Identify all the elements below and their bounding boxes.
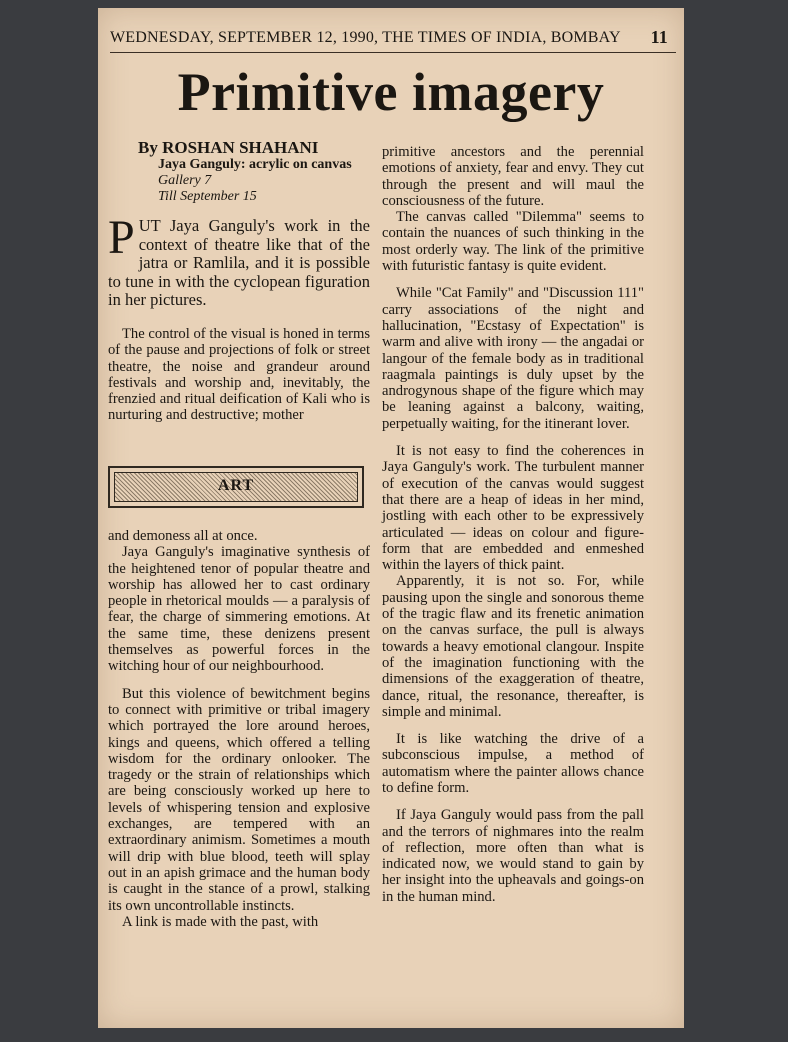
dates: Till September 15: [158, 189, 257, 204]
col2-paragraph-4: It is not easy to find the coherences in Jaya Ganguly's work. The turbulent manner of execution of the canvas would suggest that there are a heap of ideas in her mind, jostling with each other to be expressively articulated — ideas on colour and figure-form that are embedded and enmeshed within the layers of thick paint.: [382, 443, 644, 574]
col1-paragraph-1: The control of the visual is honed in terms of the pause and projections of folk or street theatre, the noise and grandeur around festivals and worship and, inevitably, the frenzied and ritual deification of Kali who is nurturing and destructive; mother: [108, 325, 370, 424]
dateline: WEDNESDAY, SEPTEMBER 12, 1990, THE TIMES OF INDIA, BOMBAY: [110, 29, 621, 46]
headline: Primitive imagery: [177, 62, 605, 122]
col2-paragraph-3: While "Cat Family" and "Discussion 111" carry associations of the night and hallucination, "Ecstasy of Expectation" is warm and alive with irony — the angadai or langour of the female body as in traditional raagmala paintings is duly upset by the androgynous shape of the figure which may be leaning against a balcony, waiting, perpetually waiting, for the itinerant lover.: [382, 285, 644, 432]
column-1-bottom: [108, 528, 370, 930]
page-number: 11: [650, 27, 668, 47]
drop-cap: P: [108, 211, 135, 264]
medium: Jaya Ganguly: acrylic on canvas: [158, 157, 352, 172]
col1-paragraph-5: A link is made with the past, with: [122, 913, 319, 930]
col2-paragraph-6: It is like watching the drive of a subconscious impulse, a method of automatism where the painter allows chance to define form.: [382, 731, 644, 796]
col1-paragraph-2: and demoness all at once.: [108, 528, 258, 544]
lead-paragraph: [108, 211, 370, 310]
page-header: [110, 22, 676, 53]
venue: Gallery 7: [158, 173, 212, 188]
column-2: [382, 144, 644, 905]
col2-paragraph-7: If Jaya Ganguly would pass from the pall and the terrors of nighmares into the realm of reflection, more often than what is indicated now, we would stand to gain by her insight into the upheavals and goings-on in the human mind.: [382, 807, 644, 905]
col1-paragraph-3: Jaya Ganguly's imaginative synthesis of the heightened tenor of popular theatre and worship has allowed her to cast ordinary people in rhetorical moulds — a paralysis of fear, the charge of simmering emotions. At the same time, these denizens present themselves as powerful forces in the witching hour of our neighbourhood.: [108, 544, 370, 675]
col2-paragraph-2: The canvas called "Dilemma" seems to contain the nuances of such thinking in the most orderly way. The link of the primitive with futuristic fantasy is quite evident.: [382, 209, 644, 275]
column-1-top: [108, 138, 370, 424]
lead-text: UT Jaya Ganguly's work in the context of theatre like that of the jatra or Ramlila, and it is possible to tune in with the cyclopean figuration in her pictures.: [108, 216, 370, 310]
newspaper-clipping: [98, 8, 684, 1028]
col2-paragraph-5: Apparently, it is not so. For, while pausing upon the single and sonorous theme of the tragic flaw and its frenetic animation on the canvas surface, the pull is always towards a heavy emotional clangour. Inspite of the imagination functioning with the dimensions of the exaggeration of theatre, dance, ritual, the resonance, thereafter, is simple and minimal.: [382, 573, 644, 720]
col2-paragraph-1: primitive ancestors and the perennial emotions of anxiety, fear and envy. They cut through the present and will maul the consciousness of the future.: [382, 144, 644, 209]
col1-paragraph-4: But this violence of bewitchment begins to connect with primitive or tribal imagery which portrayed the lore around heroes, kings and queens, which offered a telling wisdom for the ordinary onlooker. The tragedy or the strain of relationships which are being consciously worked up here to levels of whispering tension and explosive exchanges, are tempered with an extraordinary animism. Sometimes a mouth will drip with blue blood, teeth will splay out in an apish grimace and the human body is caught in the stance of a prowl, stalking its own uncontrollable instincts.: [108, 685, 370, 914]
exhibition-credits: [108, 157, 370, 205]
byline: By ROSHAN SHAHANI: [138, 138, 319, 157]
section-label: ART: [114, 472, 358, 502]
section-label-box: [108, 466, 364, 508]
